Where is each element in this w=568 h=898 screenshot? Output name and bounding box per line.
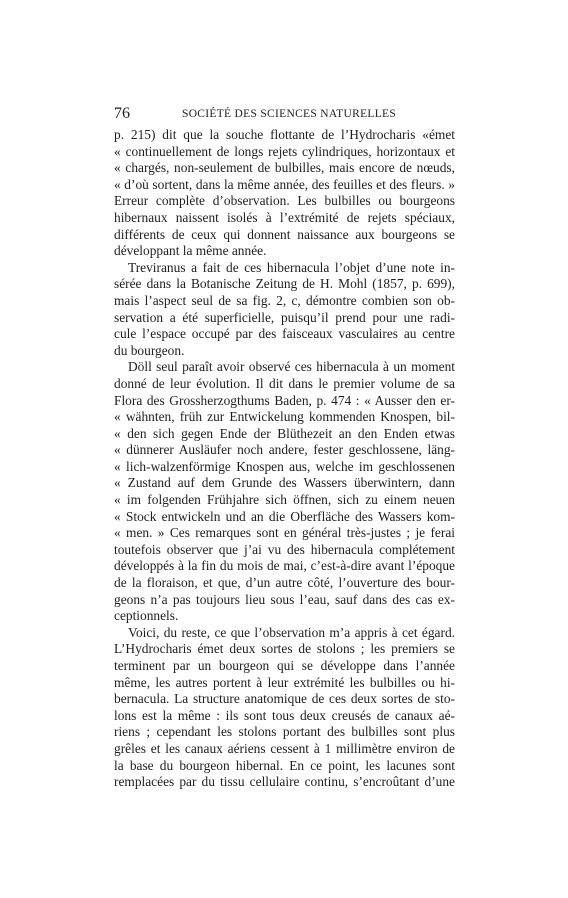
text-line: servation a été superficielle, puisqu’il prend pour une radi- bbox=[114, 309, 455, 325]
text-line: « dünnerer Ausläufer noch andere, fester geschlossene, läng- bbox=[114, 442, 455, 458]
text-line: « Zustand auf dem Grunde des Wassers überwintern, dann bbox=[114, 475, 455, 491]
text-line: L’Hydrocharis émet deux sortes de stolons ; les premiers se bbox=[114, 641, 455, 657]
text-line: « men. » Ces remarques sont en général très-justes ; je ferai bbox=[114, 525, 455, 541]
text-line: « im folgenden Frühjahre sich öffnen, sich zu einem neuen bbox=[114, 492, 455, 508]
text-line: geons n’a pas toujours lieu sous l’eau, sauf dans des cas ex- bbox=[114, 591, 455, 607]
text-line: la base du bourgeon hibernal. En ce point, les lacunes sont bbox=[114, 757, 455, 773]
text-line: remplacées par du tissu cellulaire continu, s’encroûtant d’une bbox=[114, 774, 455, 790]
text-line: p. 215) dit que la souche flottante de l’Hydrocharis «émet bbox=[114, 127, 455, 142]
text-line: terminent par un bourgeon qui se développe dans l’année bbox=[114, 658, 455, 673]
text-line: grêles et les canaux aériens cessent à 1 millimètre environ de bbox=[114, 740, 455, 756]
page-header bbox=[114, 104, 455, 124]
body-text bbox=[114, 127, 455, 791]
text-line: Voici, du reste, ce que l’observation m’a appris à cet égard. bbox=[128, 624, 455, 640]
text-line: Döll seul paraît avoir observé ces hibernacula à un moment bbox=[128, 359, 455, 375]
text-line: cule l’espace occupé par des faisceaux vasculaires au centre bbox=[114, 326, 455, 342]
text-line: Erreur complète d’observation. Les bulbilles ou bourgeons bbox=[114, 193, 455, 209]
text-line: lons est la même : ils sont tous deux creusés de canaux aé- bbox=[114, 707, 455, 723]
text-line: « chargés, non-seulement de bulbilles, mais encore de nœuds, bbox=[114, 160, 455, 176]
text-line: « continuellement de longs rejets cylindriques, horizontaux et bbox=[114, 143, 455, 159]
text-line: « Stock entwickeln und an die Oberfläche des Wassers kom- bbox=[114, 508, 455, 524]
text-line: sérée dans la Botanische Zeitung de H. Mohl (1857, p. 699), bbox=[114, 276, 455, 292]
text-line: mais l’aspect seul de sa fig. 2, c, démontre combien son ob- bbox=[114, 292, 455, 308]
text-line: même, les autres portent à leur extrémité les bulbilles ou hi- bbox=[114, 674, 455, 690]
text-line: ceptionnels. bbox=[114, 608, 179, 624]
text-line: donné de leur évolution. Il dit dans le premier volume de sa bbox=[114, 375, 455, 391]
text-line: bernacula. La structure anatomique de ces deux sortes de sto- bbox=[114, 691, 455, 707]
text-line: riens ; cependant les stolons portant des bulbilles sont plus bbox=[114, 724, 455, 740]
text-line: du bourgeon. bbox=[114, 342, 185, 358]
text-line: développés à la fin du mois de mai, c’est-à-dire avant l’époque bbox=[114, 558, 455, 574]
text-line: « d’où sortent, dans la même année, des feuilles et des fleurs. » bbox=[114, 176, 455, 192]
text-line: hibernaux naissent isolés à l’extrémité de rejets spéciaux, bbox=[114, 209, 455, 225]
text-line: « den sich gegen Ende der Blüthezeit an den Enden etwas bbox=[114, 425, 455, 441]
running-head: SOCIÉTÉ DES SCIENCES NATURELLES bbox=[182, 108, 397, 120]
text-line: « wähnten, früh zur Entwickelung kommenden Knospen, bil- bbox=[114, 409, 455, 425]
page-number: 76 bbox=[114, 105, 130, 122]
text-line: différents de ceux qui donnent naissance aux bourgeons se bbox=[114, 226, 455, 242]
text-line: « lich-walzenförmige Knospen aus, welche im geschlossenen bbox=[114, 458, 455, 474]
text-line: toutefois observer que j’ai vu des hibernacula complétement bbox=[114, 541, 455, 557]
text-line: Treviranus a fait de ces hibernacula l’objet d’une note in- bbox=[128, 259, 455, 275]
text-line: de la floraison, et que, d’un autre côté, l’ouverture des bour- bbox=[114, 575, 455, 591]
text-line: Flora des Grossherzogthums Baden, p. 474 : « Ausser den er- bbox=[114, 392, 455, 408]
text-line: développant la même année. bbox=[114, 243, 267, 259]
